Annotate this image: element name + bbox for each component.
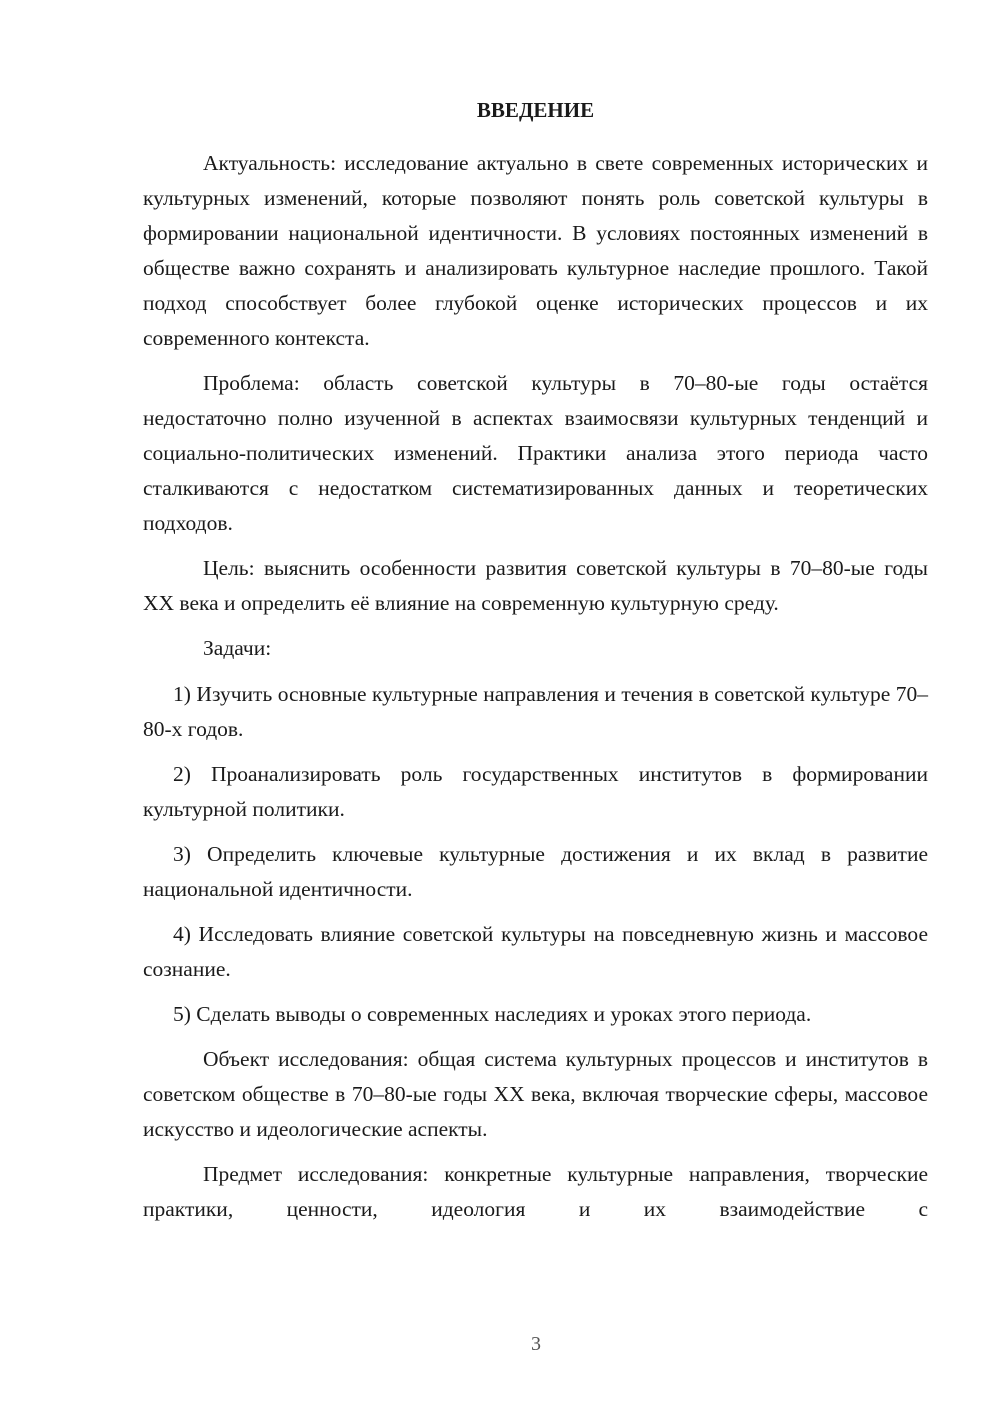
page-number: 3 — [531, 1333, 541, 1355]
paragraph-problem: Проблема: область советской культуры в 70–80-ые годы остаётся недостаточно полно изученной в аспектах взаимосвязи культурных тенденций и социально-политических изменений. Практики анализа этого периода часто сталкиваются с недостатком систематизированных данных и теоретических подходов. — [143, 371, 928, 535]
tasks-heading: Задачи: — [203, 636, 272, 660]
task-item-4: 4) Исследовать влияние советской культуры на повседневную жизнь и массовое сознание. — [143, 922, 928, 981]
task-item-3: 3) Определить ключевые культурные достижения и их вклад в развитие национальной идентичности. — [143, 842, 928, 901]
section-title: ВВЕДЕНИЕ — [476, 98, 595, 122]
paragraph-object: Объект исследования: общая система культурных процессов и институтов в советском обществе в 70–80-ые годы XX века, включая творческие сферы, массовое искусство и идеологические аспекты. — [143, 1047, 928, 1141]
paragraph-subject: Предмет исследования: конкретные культурные направления, творческие практики, ценности, идеология и их взаимодействие с — [143, 1162, 928, 1221]
paragraph-goal: Цель: выяснить особенности развития советской культуры в 70–80-ые годы XX века и определить её влияние на современную культурную среду. — [143, 556, 928, 615]
paragraph-relevance: Актуальность: исследование актуально в свете современных исторических и культурных изменений, которые позволяют понять роль советской культуры в формировании национальной идентичности. В условиях постоянных изменений в обществе важно сохранять и анализировать культурное наследие прошлого. Такой подход способствует более глубокой оценке исторических процессов и их современного контекста. — [143, 151, 928, 350]
document-page — [143, 96, 928, 1237]
task-item-2: 2) Проанализировать роль государственных институтов в формировании культурной политики. — [143, 762, 928, 821]
task-item-5: 5) Сделать выводы о современных наследиях и уроках этого периода. — [173, 1002, 812, 1026]
task-item-1: 1) Изучить основные культурные направления и течения в советской культуре 70–80-х годов. — [143, 682, 928, 741]
